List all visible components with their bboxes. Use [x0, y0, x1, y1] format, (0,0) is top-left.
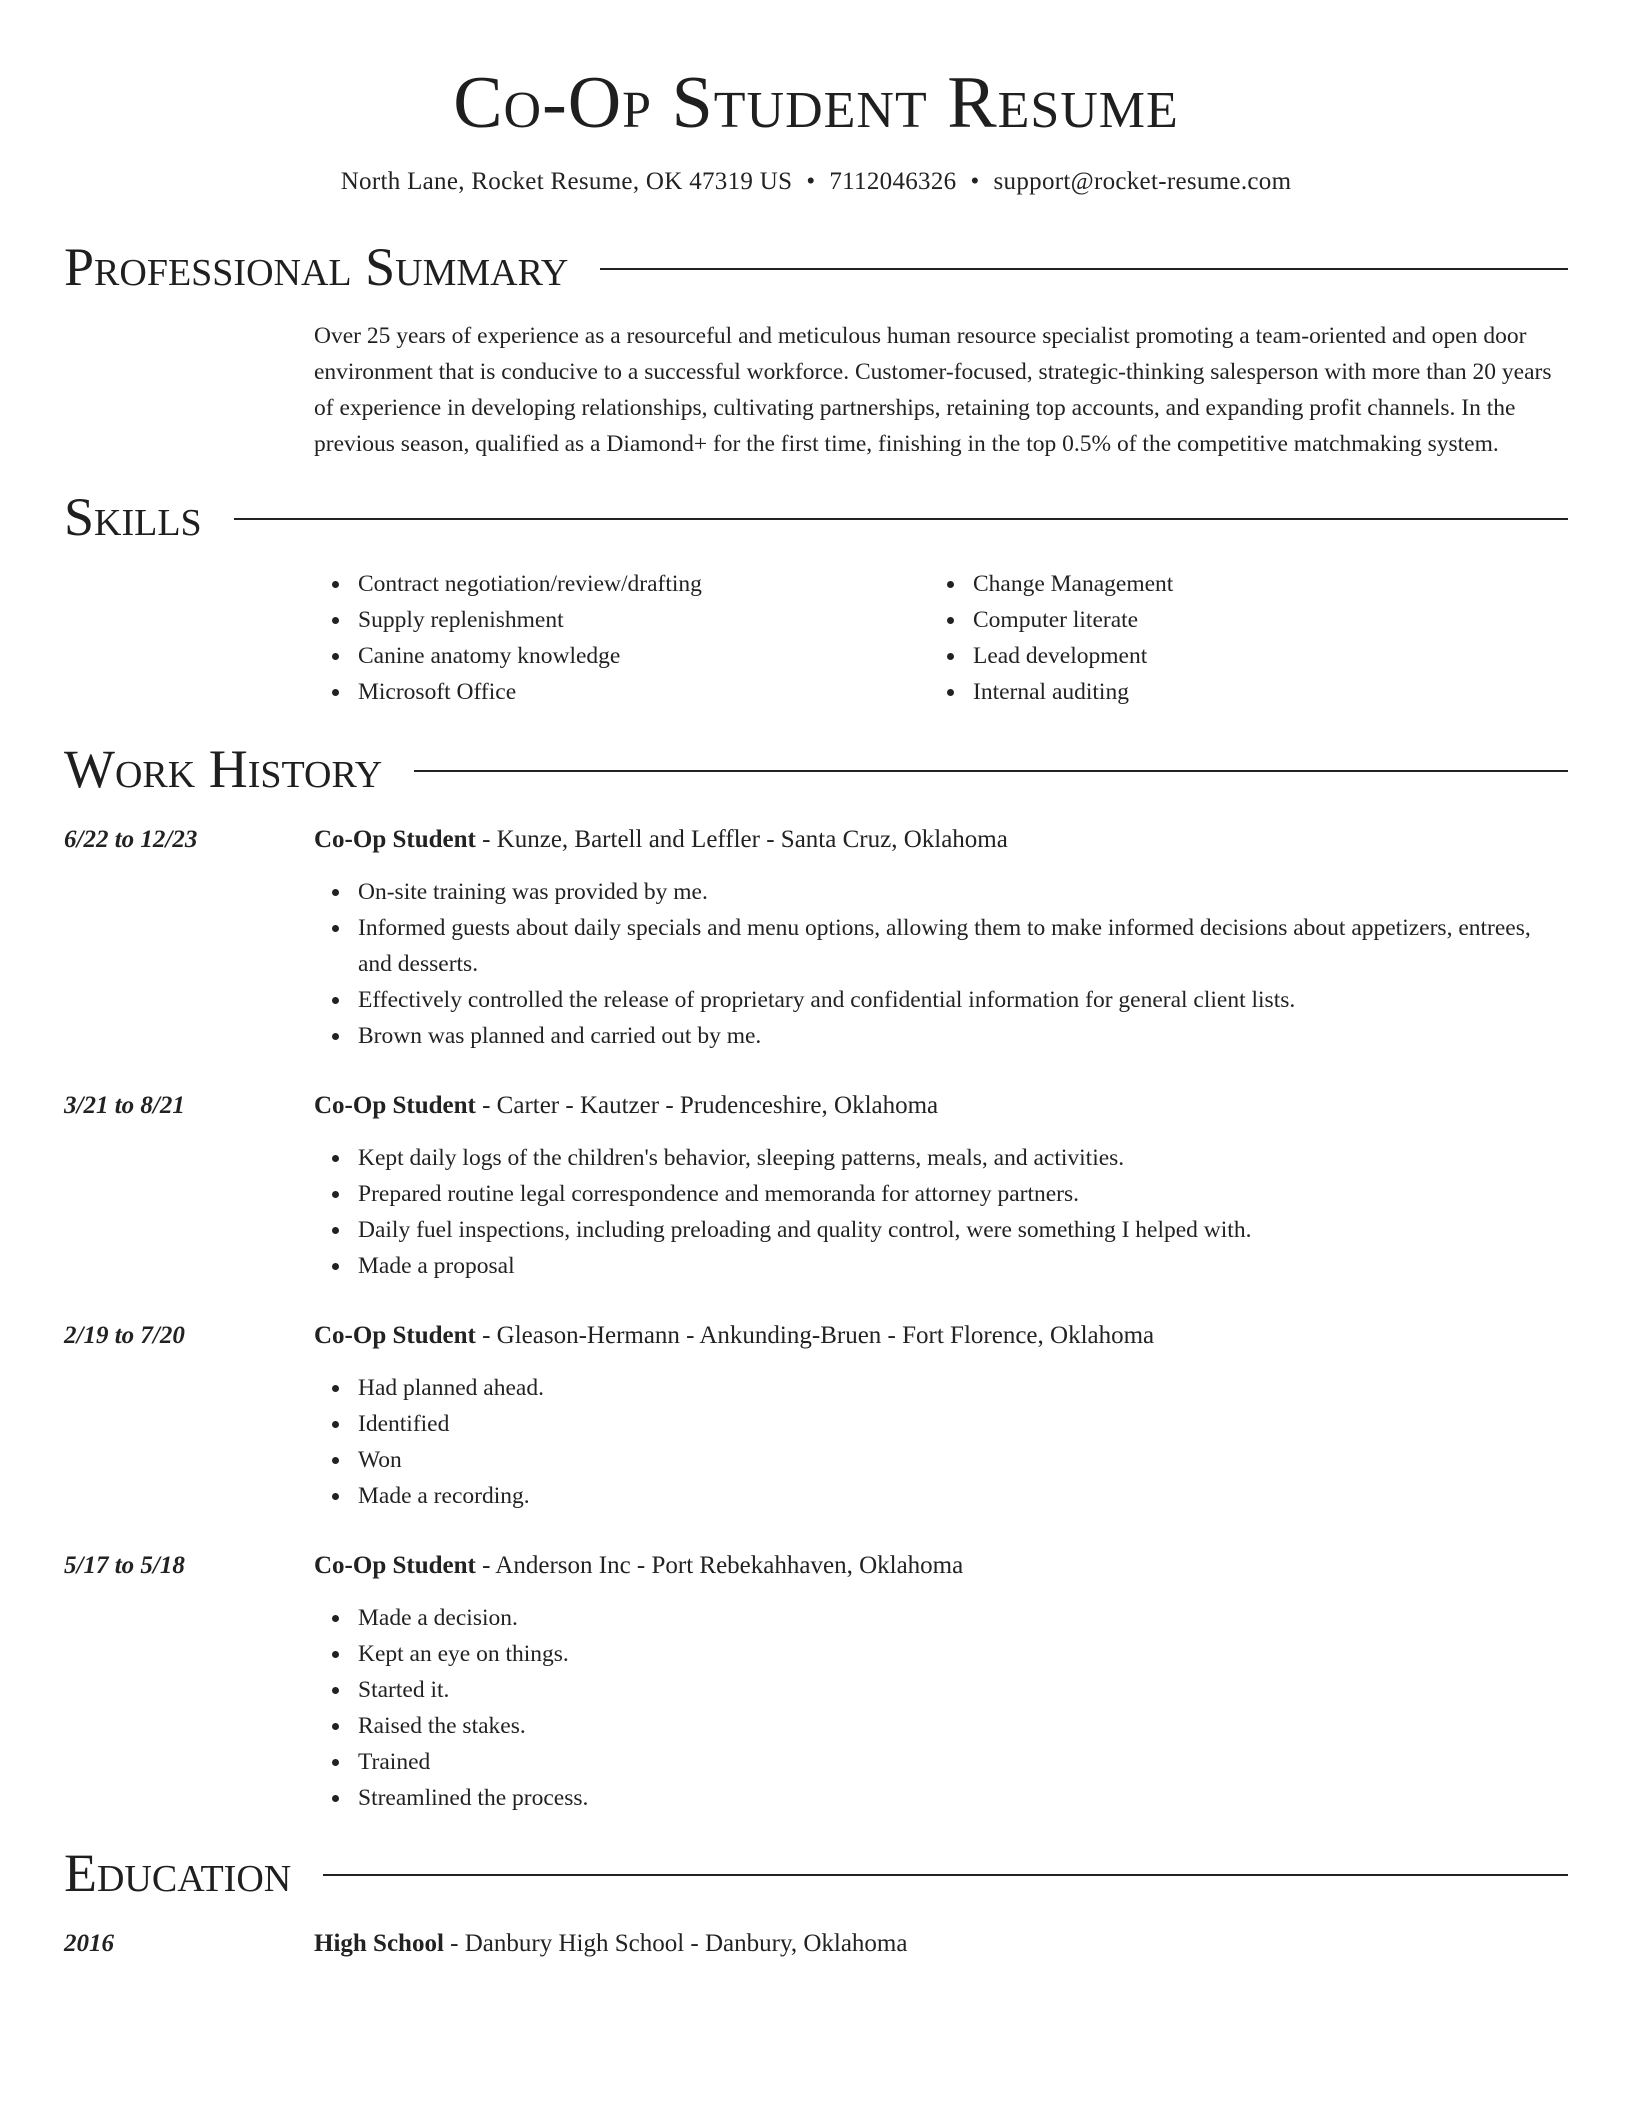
- job-bullets: [314, 1600, 1568, 1816]
- resume-name: Co-Op Student Resume: [453, 62, 1179, 144]
- job-role: Co-Op Student: [314, 1552, 476, 1579]
- education-section: [64, 1842, 1568, 1962]
- contact-email: support@rocket-resume.com: [993, 168, 1292, 195]
- contact-address: North Lane, Rocket Resume, OK 47319 US: [340, 168, 793, 195]
- job-bullet: Started it.: [314, 1672, 1568, 1708]
- skill-item: Lead development: [929, 638, 1544, 674]
- job-bullet: Made a proposal: [314, 1248, 1568, 1284]
- contact-phone: 7112046326: [829, 168, 957, 195]
- job-bullets: [314, 1140, 1568, 1284]
- skill-item: Internal auditing: [929, 674, 1544, 710]
- job-details: - Carter - Kautzer - Prudenceshire, Oklahoma: [475, 1092, 939, 1119]
- education-line: [314, 1926, 907, 1962]
- education-details: - Danbury High School - Danbury, Oklahoma: [443, 1930, 908, 1957]
- education-degree: High School: [314, 1930, 444, 1957]
- resume-header: [64, 0, 1568, 198]
- job-bullet: Identified: [314, 1406, 1568, 1442]
- education-header: [64, 1926, 1568, 1962]
- education-entry: [64, 1926, 1568, 1962]
- job-details: - Kunze, Bartell and Leffler - Santa Cruz, Oklahoma: [475, 826, 1008, 853]
- job-entry: [64, 1318, 1568, 1514]
- job-title-line: [314, 1088, 938, 1124]
- job-bullet: Brown was planned and carried out by me.: [314, 1018, 1568, 1054]
- skill-item: Canine anatomy knowledge: [314, 638, 929, 674]
- section-heading: [64, 1842, 1568, 1904]
- contact-separator: •: [970, 168, 980, 195]
- job-details: - Gleason-Hermann - Ankunding-Bruen - Fort Florence, Oklahoma: [475, 1322, 1155, 1349]
- summary-text: Over 25 years of experience as a resourceful and meticulous human resource specialist promoting a team-oriented and open door environment that is conducive to a successful workforce. Customer-focused, strategic-thinking salesperson with more than 20 years of experience in developing relationships, cultivating partnerships, retaining top accounts, and expanding profit channels. In the previous season, qualified as a Diamond+ for the first time, finishing in the top 0.5% of the competitive matchmaking system.: [314, 323, 1552, 457]
- contact-separator: •: [806, 168, 816, 195]
- job-date: 3/21 to 8/21: [64, 1092, 185, 1119]
- job-title-line: [314, 1548, 963, 1584]
- skill-item: Supply replenishment: [314, 602, 929, 638]
- job-bullet: On-site training was provided by me.: [314, 874, 1568, 910]
- job-bullet: Made a recording.: [314, 1478, 1568, 1514]
- skills-list-left: [314, 566, 929, 710]
- skill-item: Change Management: [929, 566, 1544, 602]
- skill-item: Contract negotiation/review/drafting: [314, 566, 929, 602]
- section-divider: [600, 268, 1568, 270]
- job-bullet: Kept an eye on things.: [314, 1636, 1568, 1672]
- job-role: Co-Op Student: [314, 826, 476, 853]
- skill-item: Computer literate: [929, 602, 1544, 638]
- job-entry: [64, 1088, 1568, 1284]
- job-bullet: Prepared routine legal correspondence and memoranda for attorney partners.: [314, 1176, 1568, 1212]
- job-bullets: [314, 1370, 1568, 1514]
- job-title-line: [314, 1318, 1154, 1354]
- job-header: [64, 1548, 1568, 1584]
- skills-section: [64, 486, 1568, 710]
- job-entry: [64, 1548, 1568, 1816]
- section-heading: [64, 236, 1568, 298]
- job-role: Co-Op Student: [314, 1092, 476, 1119]
- section-heading: [64, 486, 1568, 548]
- education-date: 2016: [64, 1930, 114, 1957]
- job-bullet: Made a decision.: [314, 1600, 1568, 1636]
- education-title: Education: [64, 1843, 292, 1903]
- job-title-line: [314, 822, 1008, 858]
- job-header: [64, 1318, 1568, 1354]
- job-bullet: Raised the stakes.: [314, 1708, 1568, 1744]
- job-role: Co-Op Student: [314, 1322, 476, 1349]
- skill-item: Microsoft Office: [314, 674, 929, 710]
- skills-title: Skills: [64, 487, 202, 547]
- section-divider: [414, 770, 1568, 772]
- work-history-section: [64, 738, 1568, 1816]
- job-date: 6/22 to 12/23: [64, 826, 198, 853]
- section-heading: [64, 738, 1568, 800]
- job-header: [64, 822, 1568, 858]
- job-date: 5/17 to 5/18: [64, 1552, 185, 1579]
- job-date: 2/19 to 7/20: [64, 1322, 185, 1349]
- skills-grid: [314, 566, 1568, 710]
- job-bullet: Kept daily logs of the children's behavior, sleeping patterns, meals, and activities.: [314, 1140, 1568, 1176]
- job-entry: [64, 822, 1568, 1054]
- contact-line: [64, 166, 1568, 198]
- job-bullets: [314, 874, 1568, 1054]
- summary-section: [64, 236, 1568, 462]
- section-divider: [234, 518, 1568, 520]
- skills-list-right: [929, 566, 1544, 710]
- job-bullet: Had planned ahead.: [314, 1370, 1568, 1406]
- job-bullet: Daily fuel inspections, including preloading and quality control, were something I helped with.: [314, 1212, 1568, 1248]
- job-details: - Anderson Inc - Port Rebekahhaven, Oklahoma: [475, 1552, 964, 1579]
- job-header: [64, 1088, 1568, 1124]
- summary-title: Professional Summary: [64, 237, 569, 297]
- job-bullet: Effectively controlled the release of proprietary and confidential information for general client lists.: [314, 982, 1568, 1018]
- job-bullet: Won: [314, 1442, 1568, 1478]
- work-history-title: Work History: [64, 739, 383, 799]
- job-bullet: Trained: [314, 1744, 1568, 1780]
- section-divider: [323, 1874, 1568, 1876]
- job-bullet: Streamlined the process.: [314, 1780, 1568, 1816]
- job-bullet: Informed guests about daily specials and menu options, allowing them to make informed decisions about appetizers, entrees, and desserts.: [314, 910, 1568, 982]
